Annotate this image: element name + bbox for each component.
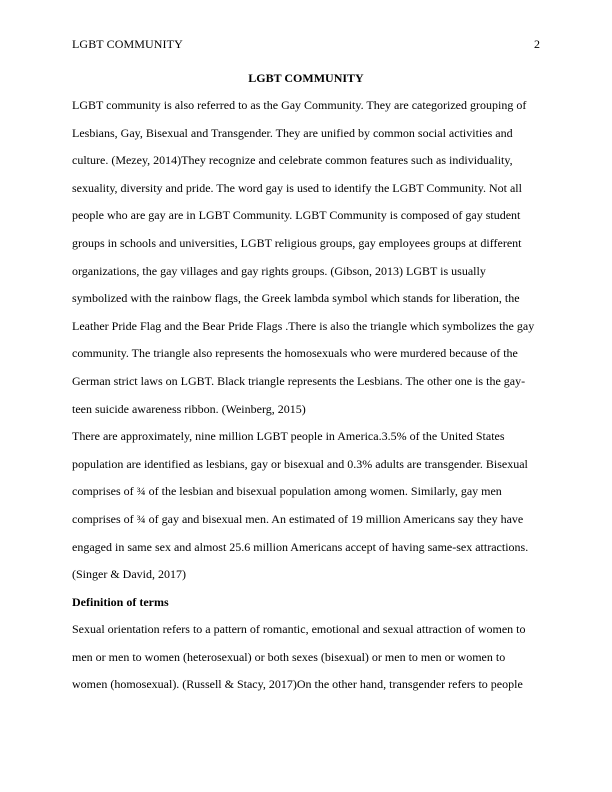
section-heading: Definition of terms xyxy=(72,594,169,609)
text-line: men or men to women (heterosexual) or both sexes (bisexual) or men to men or women to xyxy=(72,649,506,664)
text-line: sexuality, diversity and pride. The word gay is used to identify the LGBT Community. Not all xyxy=(72,180,522,195)
text-line: Lesbians, Gay, Bisexual and Transgender. They are unified by common social activities and xyxy=(72,125,513,140)
document-body xyxy=(72,92,540,699)
document-title: LGBT COMMUNITY xyxy=(248,71,364,85)
text-line: comprises of ¾ of the lesbian and bisexual population among women. Similarly, gay men xyxy=(72,484,502,499)
text-line: Leather Pride Flag and the Bear Pride Flags .There is also the triangle which symbolizes the gay xyxy=(72,318,535,333)
text-line: community. The triangle also represents the homosexuals who were murdered because of the xyxy=(72,346,518,361)
text-line: population are identified as lesbians, gay or bisexual and 0.3% adults are transgender. Bisexual xyxy=(72,456,528,471)
paragraph-statistics xyxy=(72,423,540,589)
text-line: German strict laws on LGBT. Black triangle represents the Lesbians. The other one is the gay- xyxy=(72,373,526,388)
text-line: (Singer & David, 2017) xyxy=(72,567,186,582)
paragraph-intro xyxy=(72,92,540,423)
text-line: engaged in same sex and almost 25.6 million Americans accept of having same-sex attractions. xyxy=(72,539,529,554)
text-line: symbolized with the rainbow flags, the Greek lambda symbol which stands for liberation, the xyxy=(72,291,520,306)
text-line: people who are gay are in LGBT Community. LGBT Community is composed of gay student xyxy=(72,208,521,223)
text-line: LGBT community is also referred to as the Gay Community. They are categorized grouping of xyxy=(72,98,527,112)
text-line: comprises of ¾ of gay and bisexual men. An estimated of 19 million Americans say they have xyxy=(72,511,524,526)
text-line: Sexual orientation refers to a pattern of romantic, emotional and sexual attraction of women to xyxy=(72,622,526,637)
text-line: teen suicide awareness ribbon. (Weinberg, 2015) xyxy=(72,401,306,416)
text-line: culture. (Mezey, 2014)They recognize and celebrate common features such as individuality, xyxy=(72,153,513,168)
text-line: There are approximately, nine million LGBT people in America.3.5% of the United States xyxy=(72,429,505,444)
page-number: 2 xyxy=(534,37,540,51)
running-head: LGBT COMMUNITY xyxy=(72,37,183,51)
text-line: organizations, the gay villages and gay rights groups. (Gibson, 2013) LGBT is usually xyxy=(72,263,486,278)
text-line: women (homosexual). (Russell & Stacy, 2017)On the other hand, transgender refers to people xyxy=(72,677,523,692)
paragraph-definitions xyxy=(72,616,540,699)
text-line: groups in schools and universities, LGBT religious groups, gay employees groups at different xyxy=(72,235,522,250)
